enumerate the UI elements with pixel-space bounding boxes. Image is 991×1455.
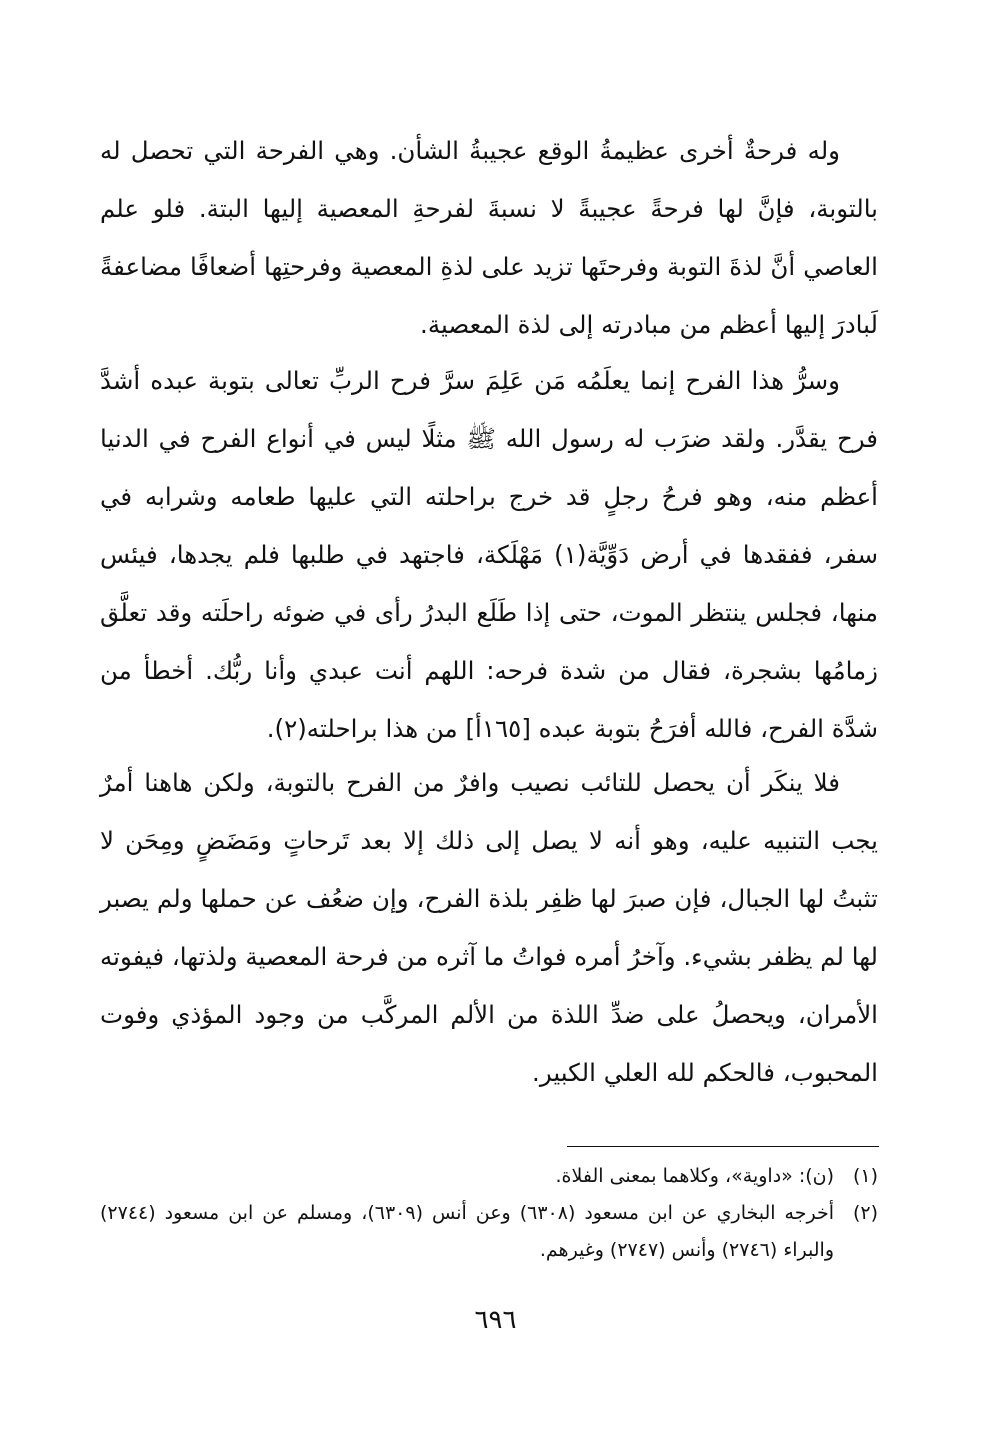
footnotes-section <box>100 1158 878 1269</box>
body-paragraph-2: وسرُّ هذا الفرح إنما يعلَمُه مَن عَلِمَ سرَّ فرح الربِّ تعالى بتوبة عبده أشدَّ فرح يقدَّر. ولقد ضرَب له رسول الله ﷺ مثلًا ليس في أنواع الفرح في الدنيا أعظم منه، وهو فرحُ رجلٍ قد خرج براحلته التي عليها طعامه وشرابه في سفر، ففقدها في أرض دَوِّيَّة(١) مَهْلَكة، فاجتهد في طلبها فلم يجدها، فيئس منها، فجلس ينتظر الموت، حتى إذا طَلَع البدرُ رأى في ضوئه راحلَته وقد تعلَّق زمامُها بشجرة، فقال من شدة فرحه: اللهم أنت عبدي وأنا ربُّك. أخطأ من شدَّة الفرح، فالله أفرَحُ بتوبة عبده [١٦٥أ] من هذا براحلته(٢). <box>100 366 878 743</box>
footnote-divider <box>567 1146 879 1147</box>
footnote-number: (١) <box>852 1165 878 1187</box>
footnote-2 <box>100 1195 878 1269</box>
footnote-number: (٢) <box>852 1202 878 1224</box>
body-paragraph-1: وله فرحةٌ أخرى عظيمةُ الوقع عجيبةُ الشأن. وهي الفرحة التي تحصل له بالتوبة، فإنَّ لها فرحةً عجيبةً لا نسبةَ لفرحةِ المعصية إليها البتة. فلو علم العاصي أنَّ لذةَ التوبة وفرحتَها تزيد على لذةِ المعصية وفرحتِها أضعافًا مضاعفةً لَبادرَ إليها أعظم من مبادرته إلى لذة المعصية. <box>100 136 878 339</box>
page-number: ٦٩٦ <box>474 1305 517 1335</box>
footnote-1 <box>100 1158 878 1195</box>
body-paragraph-3: فلا ينكَر أن يحصل للتائب نصيب وافرٌ من الفرح بالتوبة، ولكن هاهنا أمرٌ يجب التنبيه عليه، وهو أنه لا يصل إلى ذلك إلا بعد تَرحاتٍ ومَضَضٍ ومِحَن لا تثبتُ لها الجبال، فإن صبرَ لها ظفِر بلذة الفرح، وإن ضعُف عن حملها ولم يصبر لها لم يظفر بشيء. وآخرُ أمره فواتُ ما آثره من فرحة المعصية ولذتها، فيفوته الأمران، ويحصلُ على ضدِّ اللذة من الألم المركَّب من وجود المؤذي وفوت المحبوب، فالحكم لله العلي الكبير. <box>100 768 878 1087</box>
footnote-text: (ن): «داوية»، وكلاهما بمعنى الفلاة. <box>555 1165 834 1187</box>
footnote-text: أخرجه البخاري عن ابن مسعود (٦٣٠٨) وعن أنس (٦٣٠٩)، ومسلم عن ابن مسعود (٢٧٤٤) والبراء (٢٧٤٦) وأنس (٢٧٤٧) وغيرهم. <box>100 1202 834 1261</box>
